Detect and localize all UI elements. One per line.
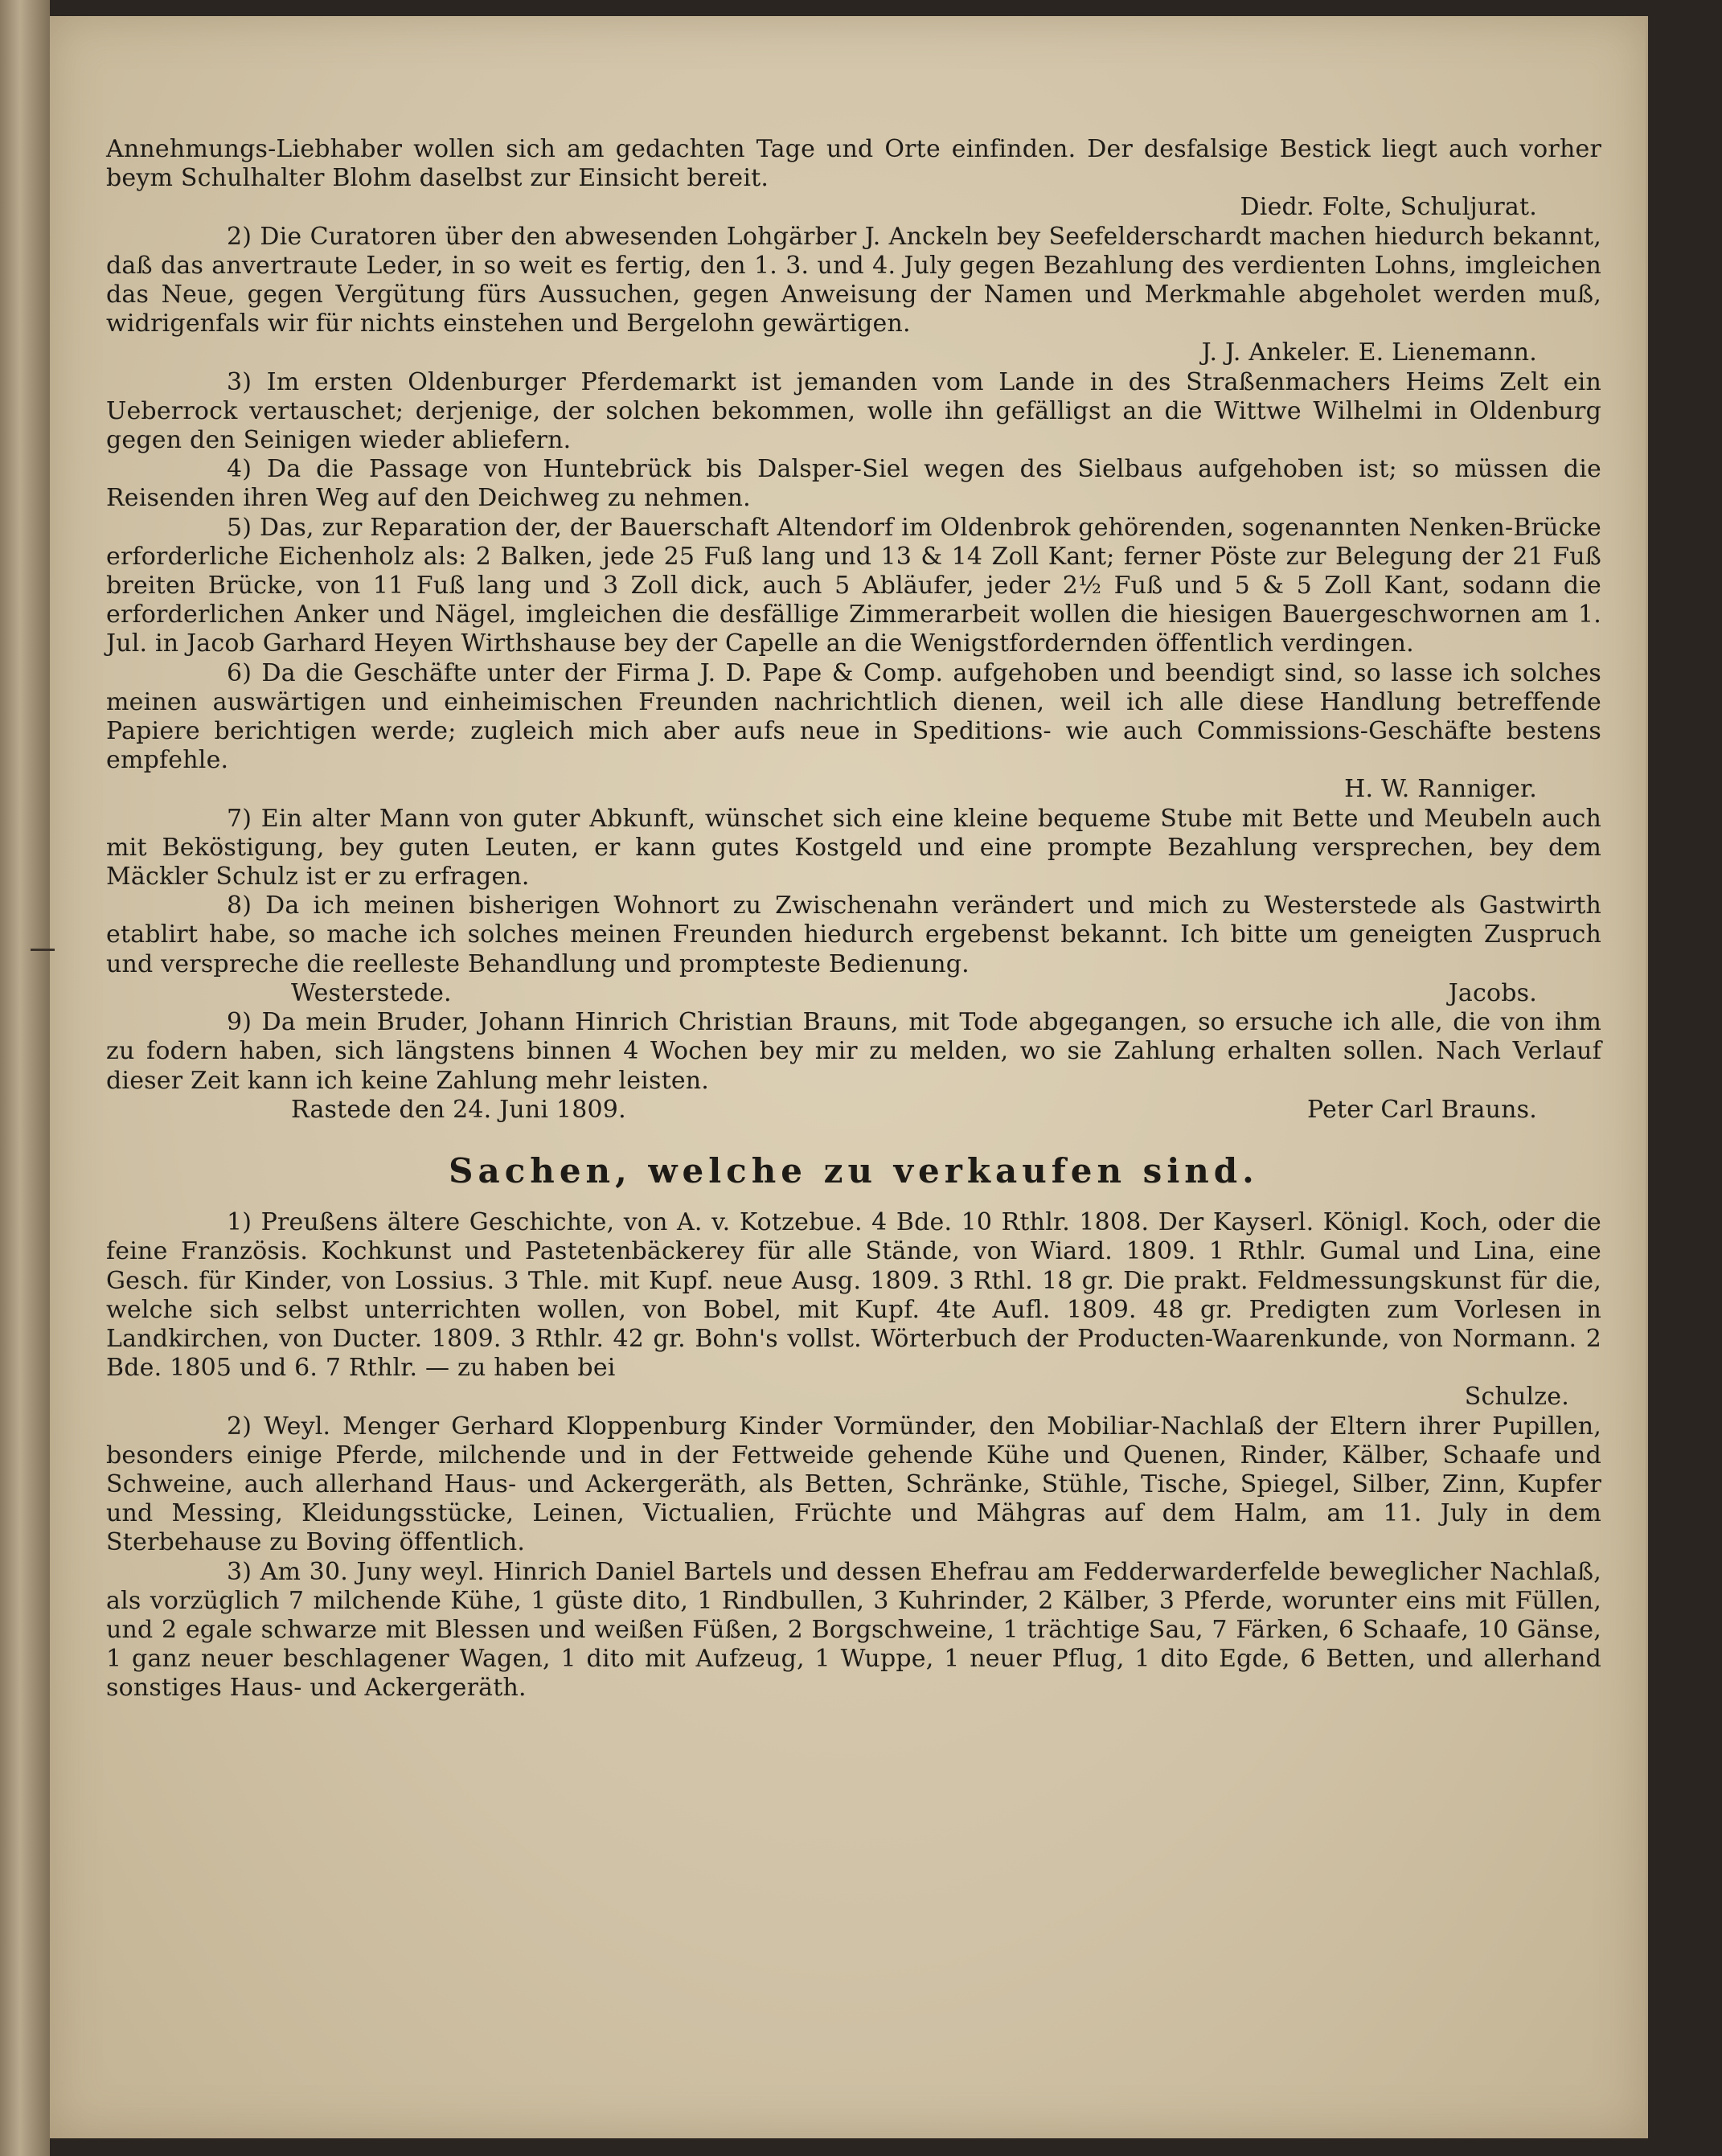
page-content xyxy=(106,135,1601,1703)
notice-8-signature: Jacobs. xyxy=(1448,978,1537,1007)
notice-intro: Annehmungs-Liebhaber wollen sich am gedachten Tage und Orte einfinden. Der desfalsige Bestick liegt auch vorher beym Schulhalter Blohm daselbst zur Einsicht bereit. xyxy=(106,135,1601,193)
sale-item-1-signature: Schulze. xyxy=(1464,1383,1569,1412)
sale-item-1: 1) Preußens ältere Geschichte, von A. v. Kotzebue. 4 Bde. 10 Rthlr. 1808. Der Kayserl. Königl. Koch, oder die feine Französis. Kochkunst und Pastetenbäckerey für alle Stände, von Wiard. 1809. 1 Rthlr. Gumal und Lina, eine Gesch. für Kinder, von Lossius. 3 Thle. mit Kupf. neue Ausg. 1809. 3 Rthl. 18 gr. Die prakt. Feldmessungskunst für die, welche sich selbst unterrichten wollen, von Bobel, mit Kupf. 4te Aufl. 1809. 48 gr. Predigten zum Vorlesen in Landkirchen, von Ducter. 1809. 3 Rthlr. 42 gr. Bohn's vollst. Wörterbuch der Producten-Waarenkunde, von Normann. 2 Bde. 1805 und 6. 7 Rthlr. — zu haben bei xyxy=(106,1208,1601,1383)
margin-mark xyxy=(31,949,55,951)
notice-6: 6) Da die Geschäfte unter der Firma J. D. Pape & Comp. aufgehoben und beendigt sind, so lasse ich solches meinen auswärtigen und einheimischen Freunden nachrichtlich dienen, weil ich alle diese Handlung betreffende Papiere berichtigen werde; zugleich mich aber aufs neue in Speditions- wie auch Commissions-Geschäfte bestens empfehle. xyxy=(106,658,1601,775)
notice-6-signature: H. W. Ranniger. xyxy=(1344,775,1537,804)
section-title-sale: Sachen, welche zu verkaufen sind. xyxy=(449,1150,1259,1191)
notice-3: 3) Im ersten Oldenburger Pferdemarkt ist jemanden vom Lande in des Straßenmachers Heims Zelt ein Ueberrock vertauschet; derjenige, der solchen bekommen, wolle ihn gefälligst an die Wittwe Wilhelmi in Oldenburg gegen den Seinigen wieder abliefern. xyxy=(106,367,1601,455)
notice-9-signature-row xyxy=(106,1096,1601,1125)
notice-5: 5) Das, zur Reparation der, der Bauerschaft Altendorf im Oldenbrok gehörenden, sogenannten Nenken-Brücke erforderliche Eichenholz als: 2 Balken, jede 25 Fuß lang und 13 & 14 Zoll Kant; ferner Pöste zur Belegung der 21 Fuß breiten Brücke, von 11 Fuß lang und 3 Zoll dick, auch 5 Abläufer, jeder 2½ Fuß und 5 & 5 Zoll Kant, sodann die erforderlichen Anker und Nägel, imgleichen die desfällige Zimmerarbeit wollen die hiesigen Bauergeschwornen am 1. Jul. in Jacob Garhard Heyen Wirthshause bey der Capelle an die Wenigstfordernden öffentlich verdingen. xyxy=(106,513,1601,658)
facing-page-edge xyxy=(0,0,50,2156)
notice-9: 9) Da mein Bruder, Johann Hinrich Christian Brauns, mit Tode abgegangen, so ersuche ich alle, die von ihm zu fodern haben, sich längstens binnen 4 Wochen bey mir zu melden, wo sie Zahlung erhalten sollen. Nach Verlauf dieser Zeit kann ich keine Zahlung mehr leisten. xyxy=(106,1008,1601,1095)
notice-4: 4) Da die Passage von Huntebrück bis Dalsper-Siel wegen des Sielbaus aufgehoben ist; so müssen die Reisenden ihren Weg auf den Deichweg zu nehmen. xyxy=(106,455,1601,513)
notice-8-signature-row xyxy=(106,979,1601,1008)
notice-9-place: Rastede den 24. Juni 1809. xyxy=(291,1095,626,1124)
notice-2: 2) Die Curatoren über den abwesenden Lohgärber J. Anckeln bey Seefelderschardt machen hiedurch bekannt, daß das anvertraute Leder, in so weit es fertig, den 1. 3. und 4. July gegen Bezahlung des verdienten Lohns, imgleichen das Neue, gegen Vergütung fürs Aussuchen, gegen Anweisung der Namen und Merkmahle abgeholet werden muß, widrigenfals wir für nichts einstehen und Bergelohn gewärtigen. xyxy=(106,222,1601,338)
notice-intro-signature: Diedr. Folte, Schuljurat. xyxy=(1240,193,1537,222)
notice-9-signature: Peter Carl Brauns. xyxy=(1306,1095,1537,1124)
notice-8-place: Westerstede. xyxy=(291,978,452,1007)
notice-8: 8) Da ich meinen bisherigen Wohnort zu Zwischenahn verändert und mich zu Westerstede als Gastwirth etablirt habe, so mache ich solches meinen Freunden hiedurch ergebenst bekannt. Ich bitte um geneigten Zuspruch und verspreche die reelleste Behandlung und prompteste Bedienung. xyxy=(106,892,1601,978)
sale-item-2: 2) Weyl. Menger Gerhard Kloppenburg Kinder Vormünder, den Mobiliar-Nachlaß der Eltern ihrer Pupillen, besonders einige Pferde, milchende und in der Fettweide gehende Kühe und Quenen, Rinder, Kälber, Schaafe und Schweine, auch allerhand Haus- und Ackergeräth, als Betten, Schränke, Stühle, Tische, Spiegel, Silber, Zinn, Kupfer und Messing, Kleidungsstücke, Leinen, Victualien, Früchte und Mähgras auf dem Halm, am 11. July in dem Sterbehause zu Boving öffentlich. xyxy=(106,1412,1601,1557)
document-page xyxy=(50,16,1648,2138)
notice-2-signature: J. J. Ankeler. E. Lienemann. xyxy=(1201,338,1537,367)
sale-item-3: 3) Am 30. Juny weyl. Hinrich Daniel Bartels und dessen Ehefrau am Fedderwarderfelde beweglicher Nachlaß, als vorzüglich 7 milchende Kühe, 1 güste dito, 1 Rindbullen, 3 Kuhrinder, 2 Kälber, 3 Pferde, worunter eins mit Füllen, und 2 egale schwarze mit Blessen und weißen Füßen, 2 Borgschweine, 1 trächtige Sau, 7 Färken, 6 Schaafe, 10 Gänse, 1 ganz neuer beschlagener Wagen, 1 dito mit Aufzeug, 1 Wuppe, 1 neuer Pflug, 1 dito Egde, 6 Betten, und allerhand sonstiges Haus- und Ackergeräth. xyxy=(106,1557,1601,1703)
notice-7: 7) Ein alter Mann von guter Abkunft, wünschet sich eine kleine bequeme Stube mit Bette und Meubeln auch mit Beköstigung, bey guten Leuten, er kann gutes Kostgeld und eine prompte Bezahlung versprechen, bey dem Mäckler Schulz ist er zu erfragen. xyxy=(106,804,1601,892)
